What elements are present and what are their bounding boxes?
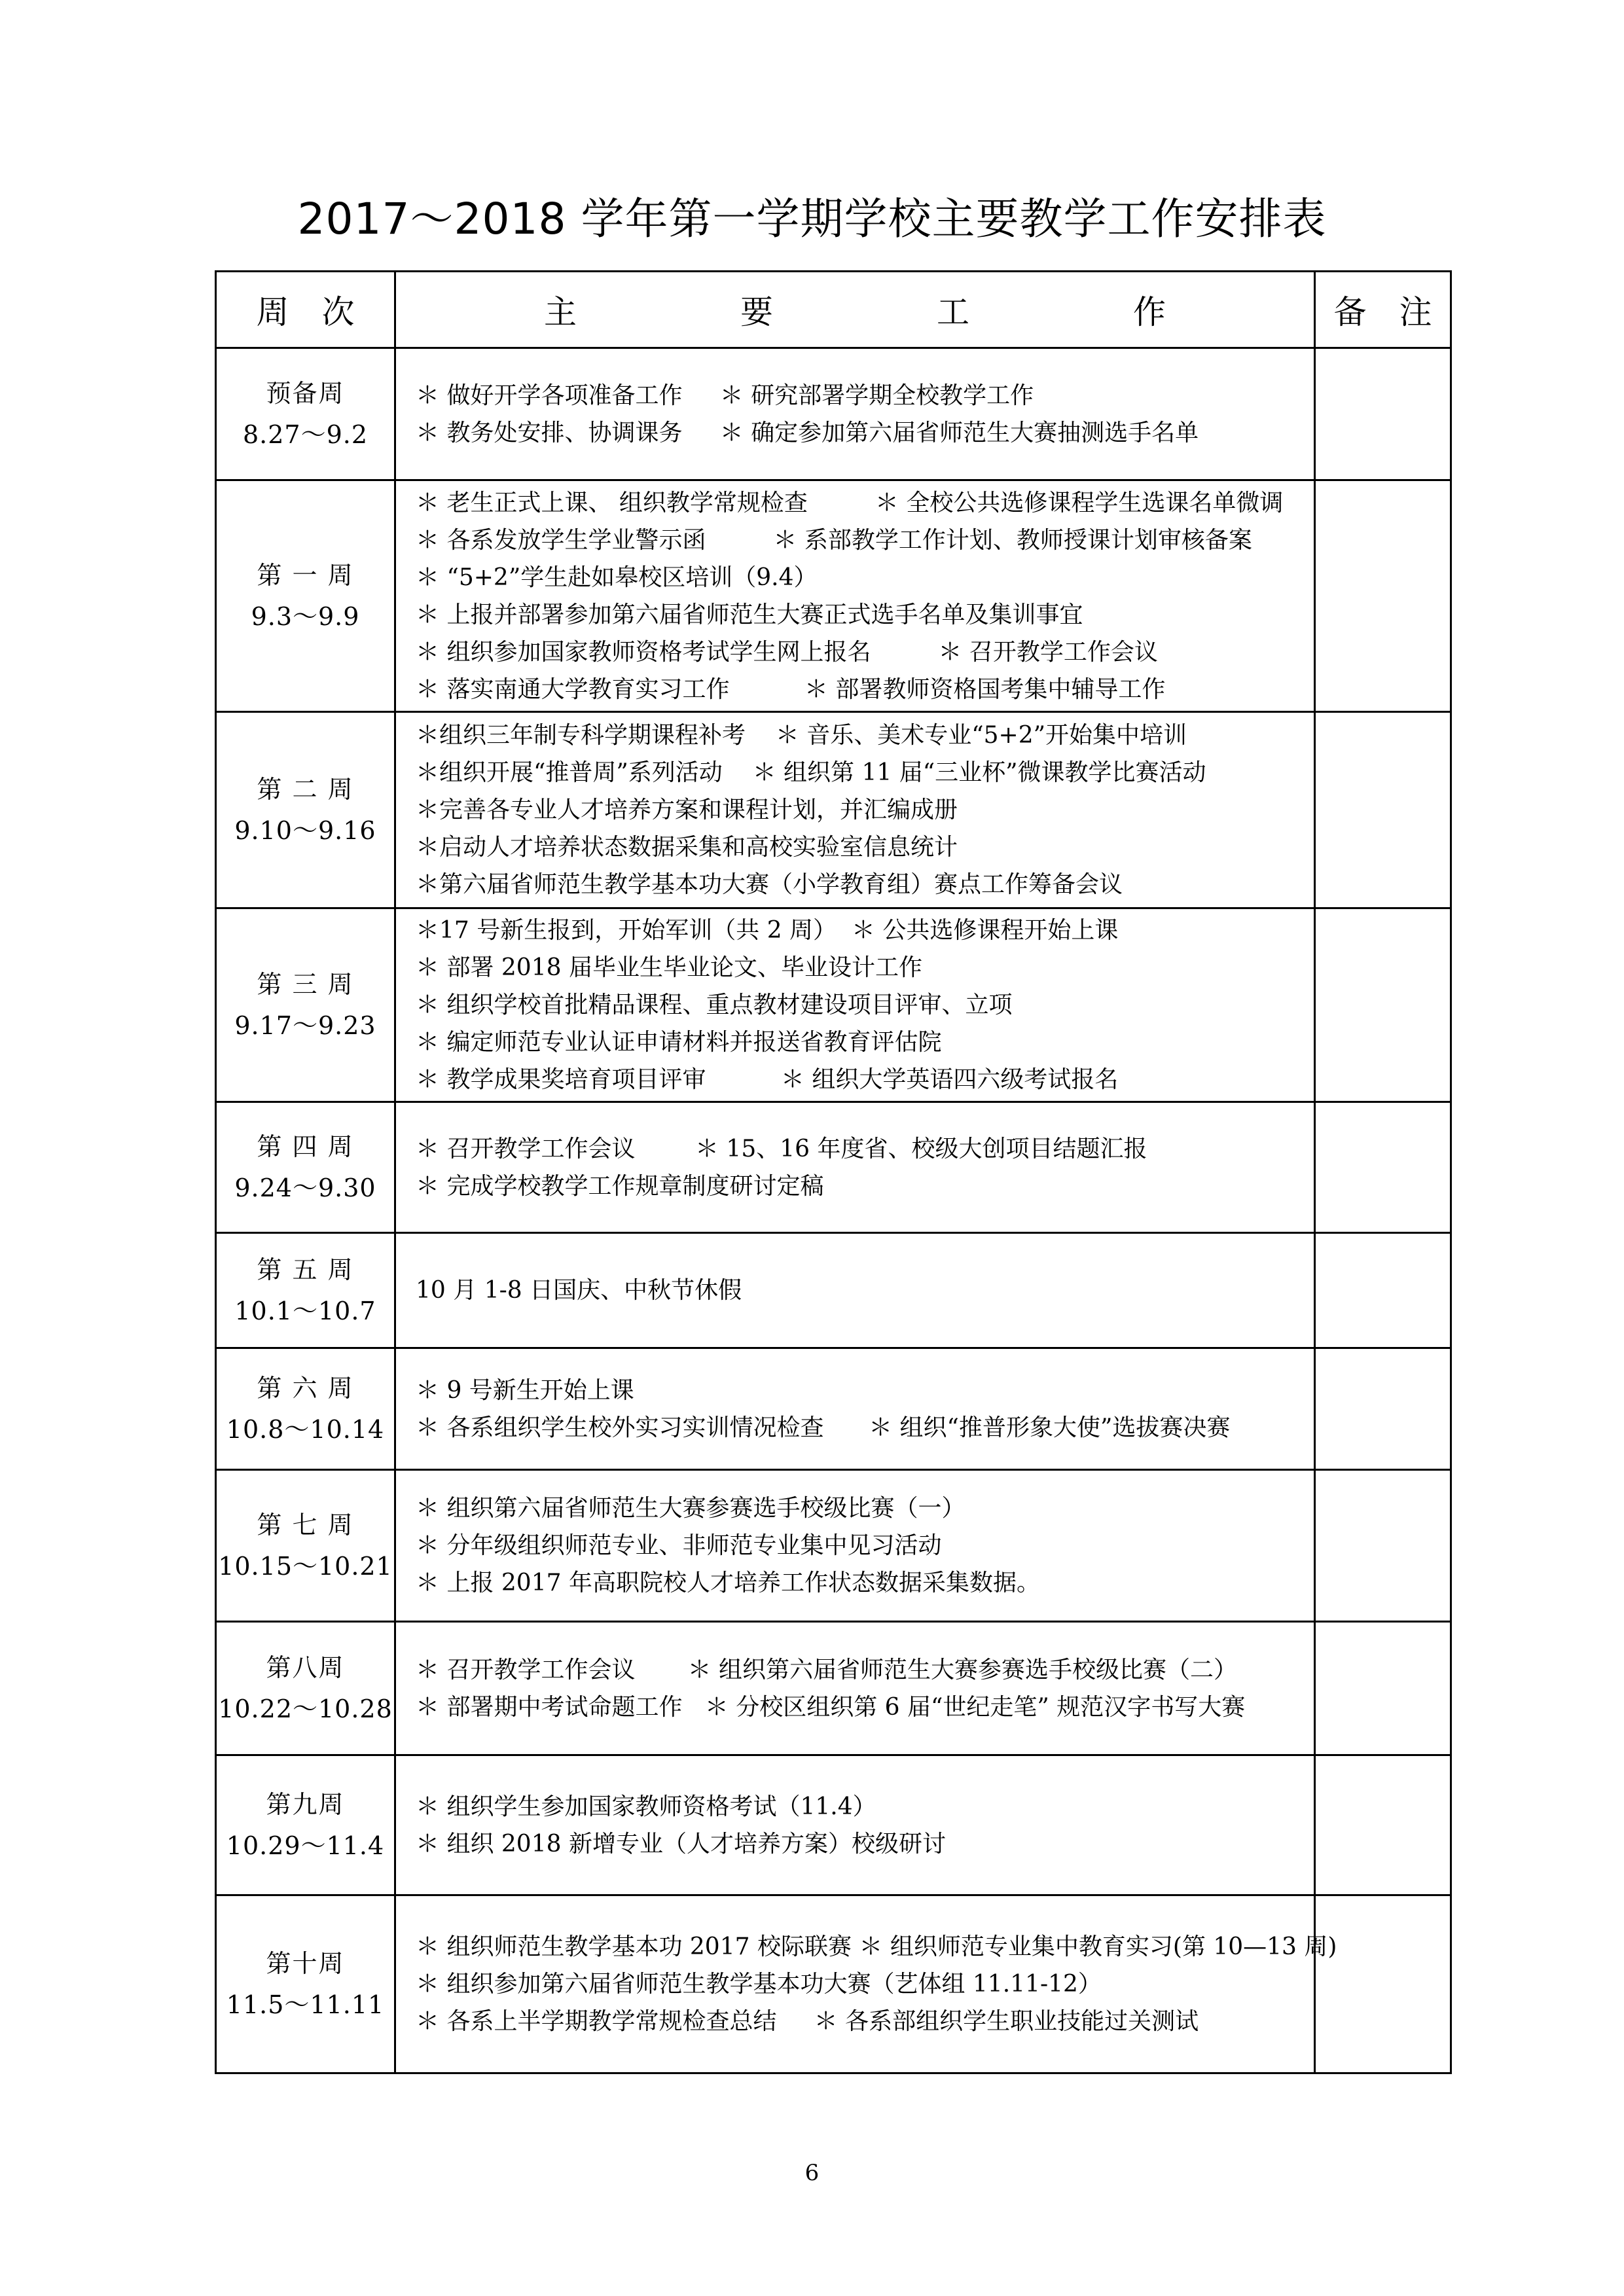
week-cell xyxy=(216,1895,395,2073)
week-dates: 10.1～10.7 xyxy=(234,1296,376,1325)
work-cell xyxy=(395,1470,1315,1622)
week-name: 预备周 xyxy=(266,378,345,408)
week-cell xyxy=(216,1348,395,1470)
notes-cell xyxy=(1315,1102,1451,1233)
work-item: ＊ 组织参加第六届省师范生教学基本功大赛（艺体组 11.11-12） xyxy=(416,1971,1102,1998)
work-cell xyxy=(395,1102,1315,1233)
week-name: 第 六 周 xyxy=(257,1373,354,1403)
week-name: 第 五 周 xyxy=(257,1255,354,1284)
table-row xyxy=(216,1755,1451,1895)
work-cell xyxy=(395,480,1315,712)
work-item: ＊ 上报 2017 年高职院校人才培养工作状态数据采集数据。 xyxy=(416,1570,1040,1596)
work-cell xyxy=(395,1622,1315,1755)
schedule-table xyxy=(215,270,1452,2074)
work-item: ＊组织三年制专科学期课程补考 ＊ 音乐、美术专业“5+2”开始集中培训 xyxy=(416,722,1187,749)
week-dates: 9.10～9.16 xyxy=(234,816,376,845)
week-cell xyxy=(216,1102,395,1233)
work-item: ＊ 编定师范专业认证申请材料并报送省教育评估院 xyxy=(416,1029,942,1056)
notes-cell xyxy=(1315,908,1451,1102)
week-dates: 8.27～9.2 xyxy=(242,420,369,449)
header-notes: 备 注 xyxy=(1315,272,1451,348)
work-cell xyxy=(395,348,1315,480)
week-dates: 9.24～9.30 xyxy=(234,1173,376,1202)
week-name: 第 三 周 xyxy=(257,969,354,999)
work-item: ＊ 组织师范生教学基本功 2017 校际联赛 ＊ 组织师范专业集中教育实习(第 10—13 周) xyxy=(416,1933,1337,1960)
work-item: ＊17 号新生报到，开始军训（共 2 周） ＊ 公共选修课程开始上课 xyxy=(416,917,1119,944)
week-name: 第八周 xyxy=(266,1653,345,1682)
work-item: ＊ 完成学校教学工作规章制度研讨定稿 xyxy=(416,1172,824,1200)
work-item: ＊ 各系发放学生学业警示函 ＊ 系部教学工作计划、教师授课计划审核备案 xyxy=(416,526,1252,554)
week-name: 第十周 xyxy=(266,1948,345,1978)
work-item: ＊ 召开教学工作会议 ＊ 15、16 年度省、校级大创项目结题汇报 xyxy=(416,1135,1147,1162)
week-cell xyxy=(216,348,395,480)
work-item: ＊启动人才培养状态数据采集和高校实验室信息统计 xyxy=(416,834,958,861)
work-cell xyxy=(395,712,1315,908)
work-item: ＊完善各专业人才培养方案和课程计划，并汇编成册 xyxy=(416,797,958,823)
header-main-char: 要 xyxy=(740,293,773,331)
table-header-row xyxy=(216,272,1451,348)
work-item: ＊ 部署 2018 届毕业生毕业论文、毕业设计工作 xyxy=(416,954,922,981)
work-item: ＊ 组织学生参加国家教师资格考试（11.4） xyxy=(416,1793,876,1820)
header-main-char: 主 xyxy=(544,293,577,331)
week-dates: 9.3～9.9 xyxy=(251,601,360,631)
table-row xyxy=(216,1233,1451,1348)
week-cell xyxy=(216,1755,395,1895)
work-item: ＊ 各系组织学生校外实习实训情况检查 ＊ 组织“推普形象大使”选拔赛决赛 xyxy=(416,1414,1231,1441)
notes-cell xyxy=(1315,1622,1451,1755)
notes-cell xyxy=(1315,1755,1451,1895)
table-row xyxy=(216,348,1451,480)
notes-cell xyxy=(1315,1348,1451,1470)
table-row xyxy=(216,712,1451,908)
week-dates: 10.8～10.14 xyxy=(226,1414,385,1444)
page-title: 2017～2018 学年第一学期学校主要教学工作安排表 xyxy=(297,194,1327,244)
work-item: ＊ 召开教学工作会议 ＊ 组织第六届省师范生大赛参赛选手校级比赛（二） xyxy=(416,1656,1237,1683)
work-cell xyxy=(395,1348,1315,1470)
week-cell xyxy=(216,480,395,712)
work-item: ＊ “5+2”学生赴如皋校区培训（9.4） xyxy=(416,564,818,591)
work-item: ＊ 老生正式上课、 组织教学常规检查 ＊ 全校公共选修课程学生选课名单微调 xyxy=(416,489,1284,516)
work-cell xyxy=(395,1755,1315,1895)
work-item: ＊ 各系上半学期教学常规检查总结 ＊ 各系部组织学生职业技能过关测试 xyxy=(416,2008,1199,2035)
week-name: 第 一 周 xyxy=(257,560,354,590)
work-cell xyxy=(395,1233,1315,1348)
work-item: ＊ 教学成果奖培育项目评审 ＊ 组织大学英语四六级考试报名 xyxy=(416,1066,1119,1093)
work-item: ＊ 9 号新生开始上课 xyxy=(416,1376,634,1404)
notes-cell xyxy=(1315,480,1451,712)
table-row xyxy=(216,480,1451,712)
week-name: 第 二 周 xyxy=(257,774,354,804)
work-item: ＊ 做好开学各项准备工作 ＊ 研究部署学期全校教学工作 xyxy=(416,382,1034,409)
work-item: ＊ 组织 2018 新增专业（人才培养方案）校级研讨 xyxy=(416,1830,946,1857)
work-item: ＊ 组织第六届省师范生大赛参赛选手校级比赛（一） xyxy=(416,1495,965,1522)
week-dates: 10.15～10.21 xyxy=(218,1551,393,1581)
table-row xyxy=(216,1895,1451,2073)
work-item: ＊ 上报并部署参加第六届省师范生大赛正式选手名单及集训事宜 xyxy=(416,601,1083,628)
work-cell xyxy=(395,1895,1337,2073)
work-item: ＊ 组织参加国家教师资格考试学生网上报名 ＊ 召开教学工作会议 xyxy=(416,638,1158,666)
work-item: ＊ 分年级组织师范专业、非师范专业集中见习活动 xyxy=(416,1532,942,1559)
week-name: 第 四 周 xyxy=(257,1132,354,1161)
week-cell xyxy=(216,712,395,908)
page-number: 6 xyxy=(804,2160,820,2186)
week-dates: 10.22～10.28 xyxy=(218,1694,393,1723)
week-name: 第九周 xyxy=(266,1789,345,1819)
week-dates: 9.17～9.23 xyxy=(234,1011,376,1040)
header-main-char: 作 xyxy=(1133,293,1166,331)
header-main-char: 工 xyxy=(937,293,969,331)
work-item: ＊组织开展“推普周”系列活动 ＊ 组织第 11 届“三业杯”微课教学比赛活动 xyxy=(416,759,1206,786)
header-main-work xyxy=(395,272,1315,348)
notes-cell xyxy=(1315,1895,1451,2073)
week-name: 第 七 周 xyxy=(257,1510,354,1539)
notes-cell xyxy=(1315,1470,1451,1622)
table-row xyxy=(216,1348,1451,1470)
week-cell xyxy=(216,1470,395,1622)
work-item: ＊ 部署期中考试命题工作 ＊ 分校区组织第 6 届“世纪走笔” 规范汉字书写大赛 xyxy=(416,1693,1246,1721)
week-cell xyxy=(216,1233,395,1348)
work-item: ＊ 教务处安排、协调课务 ＊ 确定参加第六届省师范生大赛抽测选手名单 xyxy=(416,419,1199,446)
table-row xyxy=(216,1102,1451,1233)
work-item: 10 月 1-8 日国庆、中秋节休假 xyxy=(416,1277,742,1304)
table-row xyxy=(216,1470,1451,1622)
work-item: ＊ 落实南通大学教育实习工作 ＊ 部署教师资格国考集中辅导工作 xyxy=(416,675,1166,703)
week-cell xyxy=(216,1622,395,1755)
header-week: 周 次 xyxy=(216,272,395,348)
notes-cell xyxy=(1315,1233,1451,1348)
week-dates: 11.5～11.11 xyxy=(226,1990,385,2019)
work-item: ＊ 组织学校首批精品课程、重点教材建设项目评审、立项 xyxy=(416,992,1013,1018)
work-cell xyxy=(395,908,1315,1102)
notes-cell xyxy=(1315,712,1451,908)
notes-cell xyxy=(1315,348,1451,480)
work-item: ＊第六届省师范生教学基本功大赛（小学教育组）赛点工作筹备会议 xyxy=(416,871,1123,898)
table-row xyxy=(216,1622,1451,1755)
week-cell xyxy=(216,908,395,1102)
table-row xyxy=(216,908,1451,1102)
week-dates: 10.29～11.4 xyxy=(226,1831,385,1860)
